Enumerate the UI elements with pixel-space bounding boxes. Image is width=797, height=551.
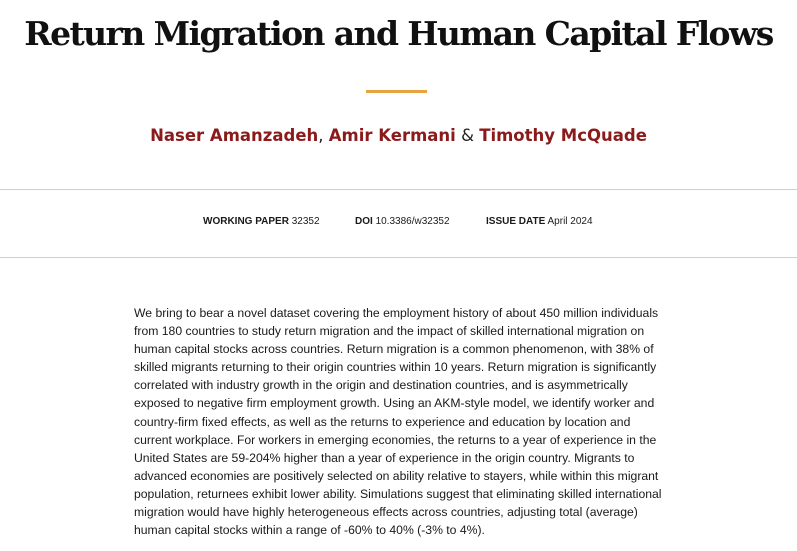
working-paper-label: WORKING PAPER xyxy=(203,216,289,227)
working-paper-value: 32352 xyxy=(291,216,320,227)
page-title: Return Migration and Human Capital Flows xyxy=(24,14,773,53)
author-link-mcquade[interactable]: Timothy McQuade xyxy=(479,126,647,145)
author-separator-comma: , xyxy=(318,126,324,145)
doi xyxy=(355,214,450,230)
author-list xyxy=(0,124,797,148)
issue-date xyxy=(486,214,593,230)
issue-date-label: ISSUE DATE xyxy=(486,216,546,227)
author-link-kermani[interactable]: Amir Kermani xyxy=(328,126,456,145)
abstract-text: We bring to bear a novel dataset covering the employment history of about 450 million individuals from 180 countries to study return migration and the impact of skilled international migration on human capital stocks across countries. Return migration is a common phenomenon, with 38% of skilled migrants returning to their origin countries within 10 years. Return migration is significantly correlated with industry growth in the origin and destination countries, and is asymmetrically exposed to negative firm employment growth. Using an AKM-style model, we identify worker and country-firm fixed effects, as well as the returns to experience and education by location and current workplace. For workers in emerging economies, the returns to a year of experience in the United States are 59-204% higher than a year of experience in the origin country. Migrants to advanced economies are positively selected on ability relative to stayers, while within this migrant population, returnees exhibit lower ability. Simulations suggest that eliminating skilled international migration would have highly heterogeneous effects across countries, adjusting total (average) human capital stocks within a range of -60% to 40% (-3% to 4%). xyxy=(134,306,662,538)
title-accent-divider xyxy=(366,90,427,93)
author-link-amanzadeh[interactable]: Naser Amanzadeh xyxy=(150,126,319,145)
meta-top-divider xyxy=(0,189,797,190)
issue-date-value: April 2024 xyxy=(547,216,593,227)
meta-bottom-divider xyxy=(0,257,797,258)
doi-value: 10.3386/w32352 xyxy=(375,216,450,227)
author-separator-ampersand: & xyxy=(461,126,474,145)
working-paper-number xyxy=(203,214,320,230)
doi-label: DOI xyxy=(355,216,373,227)
